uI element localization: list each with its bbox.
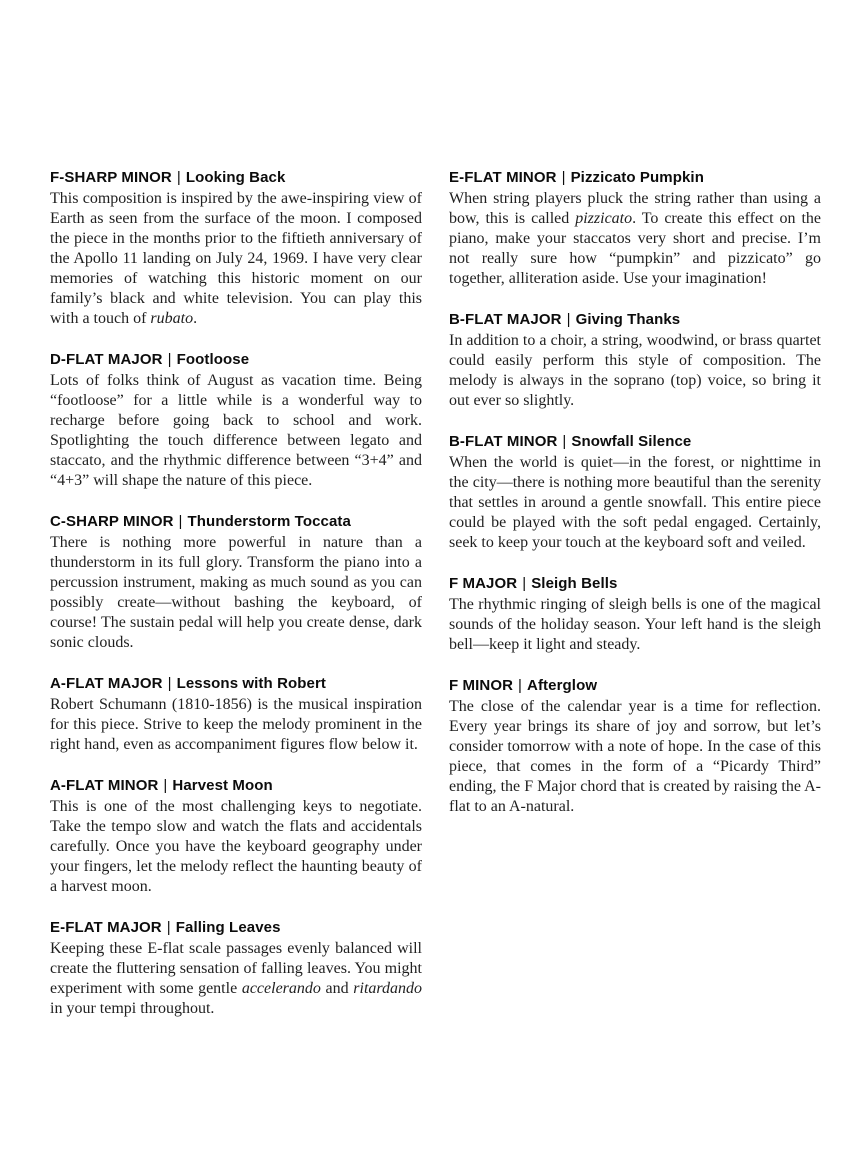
heading-separator: | [163,777,168,794]
right-column [449,167,821,1039]
body-text: This is one of the most challenging keys to negotiate. Take the tempo slow and watch the flats and accidentals carefully. Once you have the keyboard geography under your fingers, let the melody reflect the haunting beauty of a harvest moon. [50,798,422,895]
section-body [50,189,422,329]
section-body [50,533,422,653]
body-text: In addition to a choir, a string, woodwind, or brass quartet could easily perform this style of composition. The melody is always in the soprano (top) voice, so bring it out ever so slightly. [449,332,821,409]
piece-section [50,511,422,653]
piece-title: Footloose [176,351,250,368]
heading-separator: | [561,169,566,186]
body-text: in your tempi throughout. [50,1000,215,1017]
piece-section [449,573,821,655]
piece-title: Thunderstorm Toccata [187,513,351,530]
heading-separator: | [178,513,183,530]
key-name: F-SHARP MINOR [50,169,172,186]
section-heading [449,675,821,696]
body-text: The close of the calendar year is a time for reflection. Every year brings its share of joy and sorrow, but let’s consider tomorrow with a note of hope. In the case of this piece, that comes in the form of a “Picardy Third” ending, the F Major chord that is created by raising the A-flat to an A-natural. [449,698,821,815]
section-body [50,939,422,1019]
piece-section [50,917,422,1019]
piece-title: Looking Back [185,169,286,186]
body-text: . [193,310,198,327]
piece-section [50,349,422,491]
piece-title: Harvest Moon [172,777,273,794]
piece-title: Pizzicato Pumpkin [570,169,704,186]
section-body [449,453,821,553]
key-name: B-FLAT MINOR [449,433,558,450]
heading-separator: | [176,169,181,186]
body-text: When the world is quiet—in the forest, or nighttime in the city—there is nothing more beautiful than the serenity that settles in around a gentle snowfall. This entire piece could be played with the soft pedal engaged. Certainly, seek to keep your touch at the keyboard soft and veiled. [449,454,821,551]
body-text: and [320,980,354,997]
piece-title: Falling Leaves [175,919,281,936]
body-text: This composition is inspired by the awe-inspiring view of Earth as seen from the surface of the moon. I composed the piece in the months prior to the fiftieth anniversary of the Apollo 11 landing on July 24, 1969. I have very clear memories of watching this historic moment on our family’s black and white television. You can play this with a touch of [50,190,422,327]
body-text: When string players pluck the string rather than using a bow, this is called [449,190,821,227]
section-body [50,695,422,755]
heading-separator: | [566,311,571,328]
piece-section [449,167,821,289]
body-text: There is nothing more powerful in nature than a thunderstorm in its full glory. Transform the piano into a percussion instrument, making as much sound as you can possibly create—without bashing the keyboard, of course! The sustain pedal will help you create dense, dark sonic clouds. [50,534,422,651]
two-column-layout [50,167,821,1039]
key-name: A-FLAT MAJOR [50,675,163,692]
piece-section [50,673,422,755]
left-column [50,167,422,1039]
body-text: Keeping these E-flat scale passages evenly balanced will create the fluttering sensation of falling leaves. You might experiment with some gentle [50,940,422,997]
key-name: D-FLAT MAJOR [50,351,163,368]
section-body [449,189,821,289]
key-name: F MINOR [449,677,514,694]
piece-section [50,775,422,897]
section-heading [50,167,422,188]
section-body [449,331,821,411]
body-text: Lots of folks think of August as vacation time. Being “footloose” for a little while is a wonderful way to recharge before going back to school and work. Spotlighting the touch difference between legato and staccato, and the rhythmic difference between “3+4” and “4+3” will shape the nature of this piece. [50,372,422,489]
key-name: E-FLAT MAJOR [50,919,162,936]
heading-separator: | [522,575,527,592]
key-name: E-FLAT MINOR [449,169,557,186]
section-body [50,797,422,897]
piece-title: Snowfall Silence [571,433,692,450]
section-body [449,697,821,817]
body-text: . To create this effect on the piano, make your staccatos very short and precise. I’m not really sure how “pumpkin” and pizzicato” go together, alliteration aside. Use your imagination! [449,210,822,287]
section-heading [449,309,821,330]
section-heading [50,511,422,532]
piece-title: Lessons with Robert [176,675,326,692]
heading-separator: | [167,351,172,368]
section-heading [50,349,422,370]
heading-separator: | [562,433,567,450]
heading-separator: | [518,677,523,694]
key-name: A-FLAT MINOR [50,777,159,794]
section-heading [449,573,821,594]
heading-separator: | [166,919,171,936]
italic-term: accelerando [241,980,321,997]
key-name: B-FLAT MAJOR [449,311,562,328]
section-heading [50,673,422,694]
body-text: The rhythmic ringing of sleigh bells is one of the magical sounds of the holiday season. Your left hand is the sleigh bell—keep it light and steady. [449,596,821,653]
piece-title: Giving Thanks [575,311,681,328]
piece-section [449,431,821,553]
piece-section [449,309,821,411]
italic-term: rubato [150,310,194,327]
piece-title: Afterglow [527,677,598,694]
piece-section [50,167,422,329]
heading-separator: | [167,675,172,692]
body-text: Robert Schumann (1810-1856) is the musical inspiration for this piece. Strive to keep the melody prominent in the right hand, even as accompaniment figures flow below it. [50,696,422,753]
section-heading [50,775,422,796]
italic-term: ritardando [353,980,423,997]
section-body [449,595,821,655]
key-name: F MAJOR [449,575,518,592]
section-heading [449,431,821,452]
section-heading [449,167,821,188]
piece-section [449,675,821,817]
section-body [50,371,422,491]
piece-title: Sleigh Bells [531,575,618,592]
italic-term: pizzicato [575,210,633,227]
section-heading [50,917,422,938]
key-name: C-SHARP MINOR [50,513,174,530]
